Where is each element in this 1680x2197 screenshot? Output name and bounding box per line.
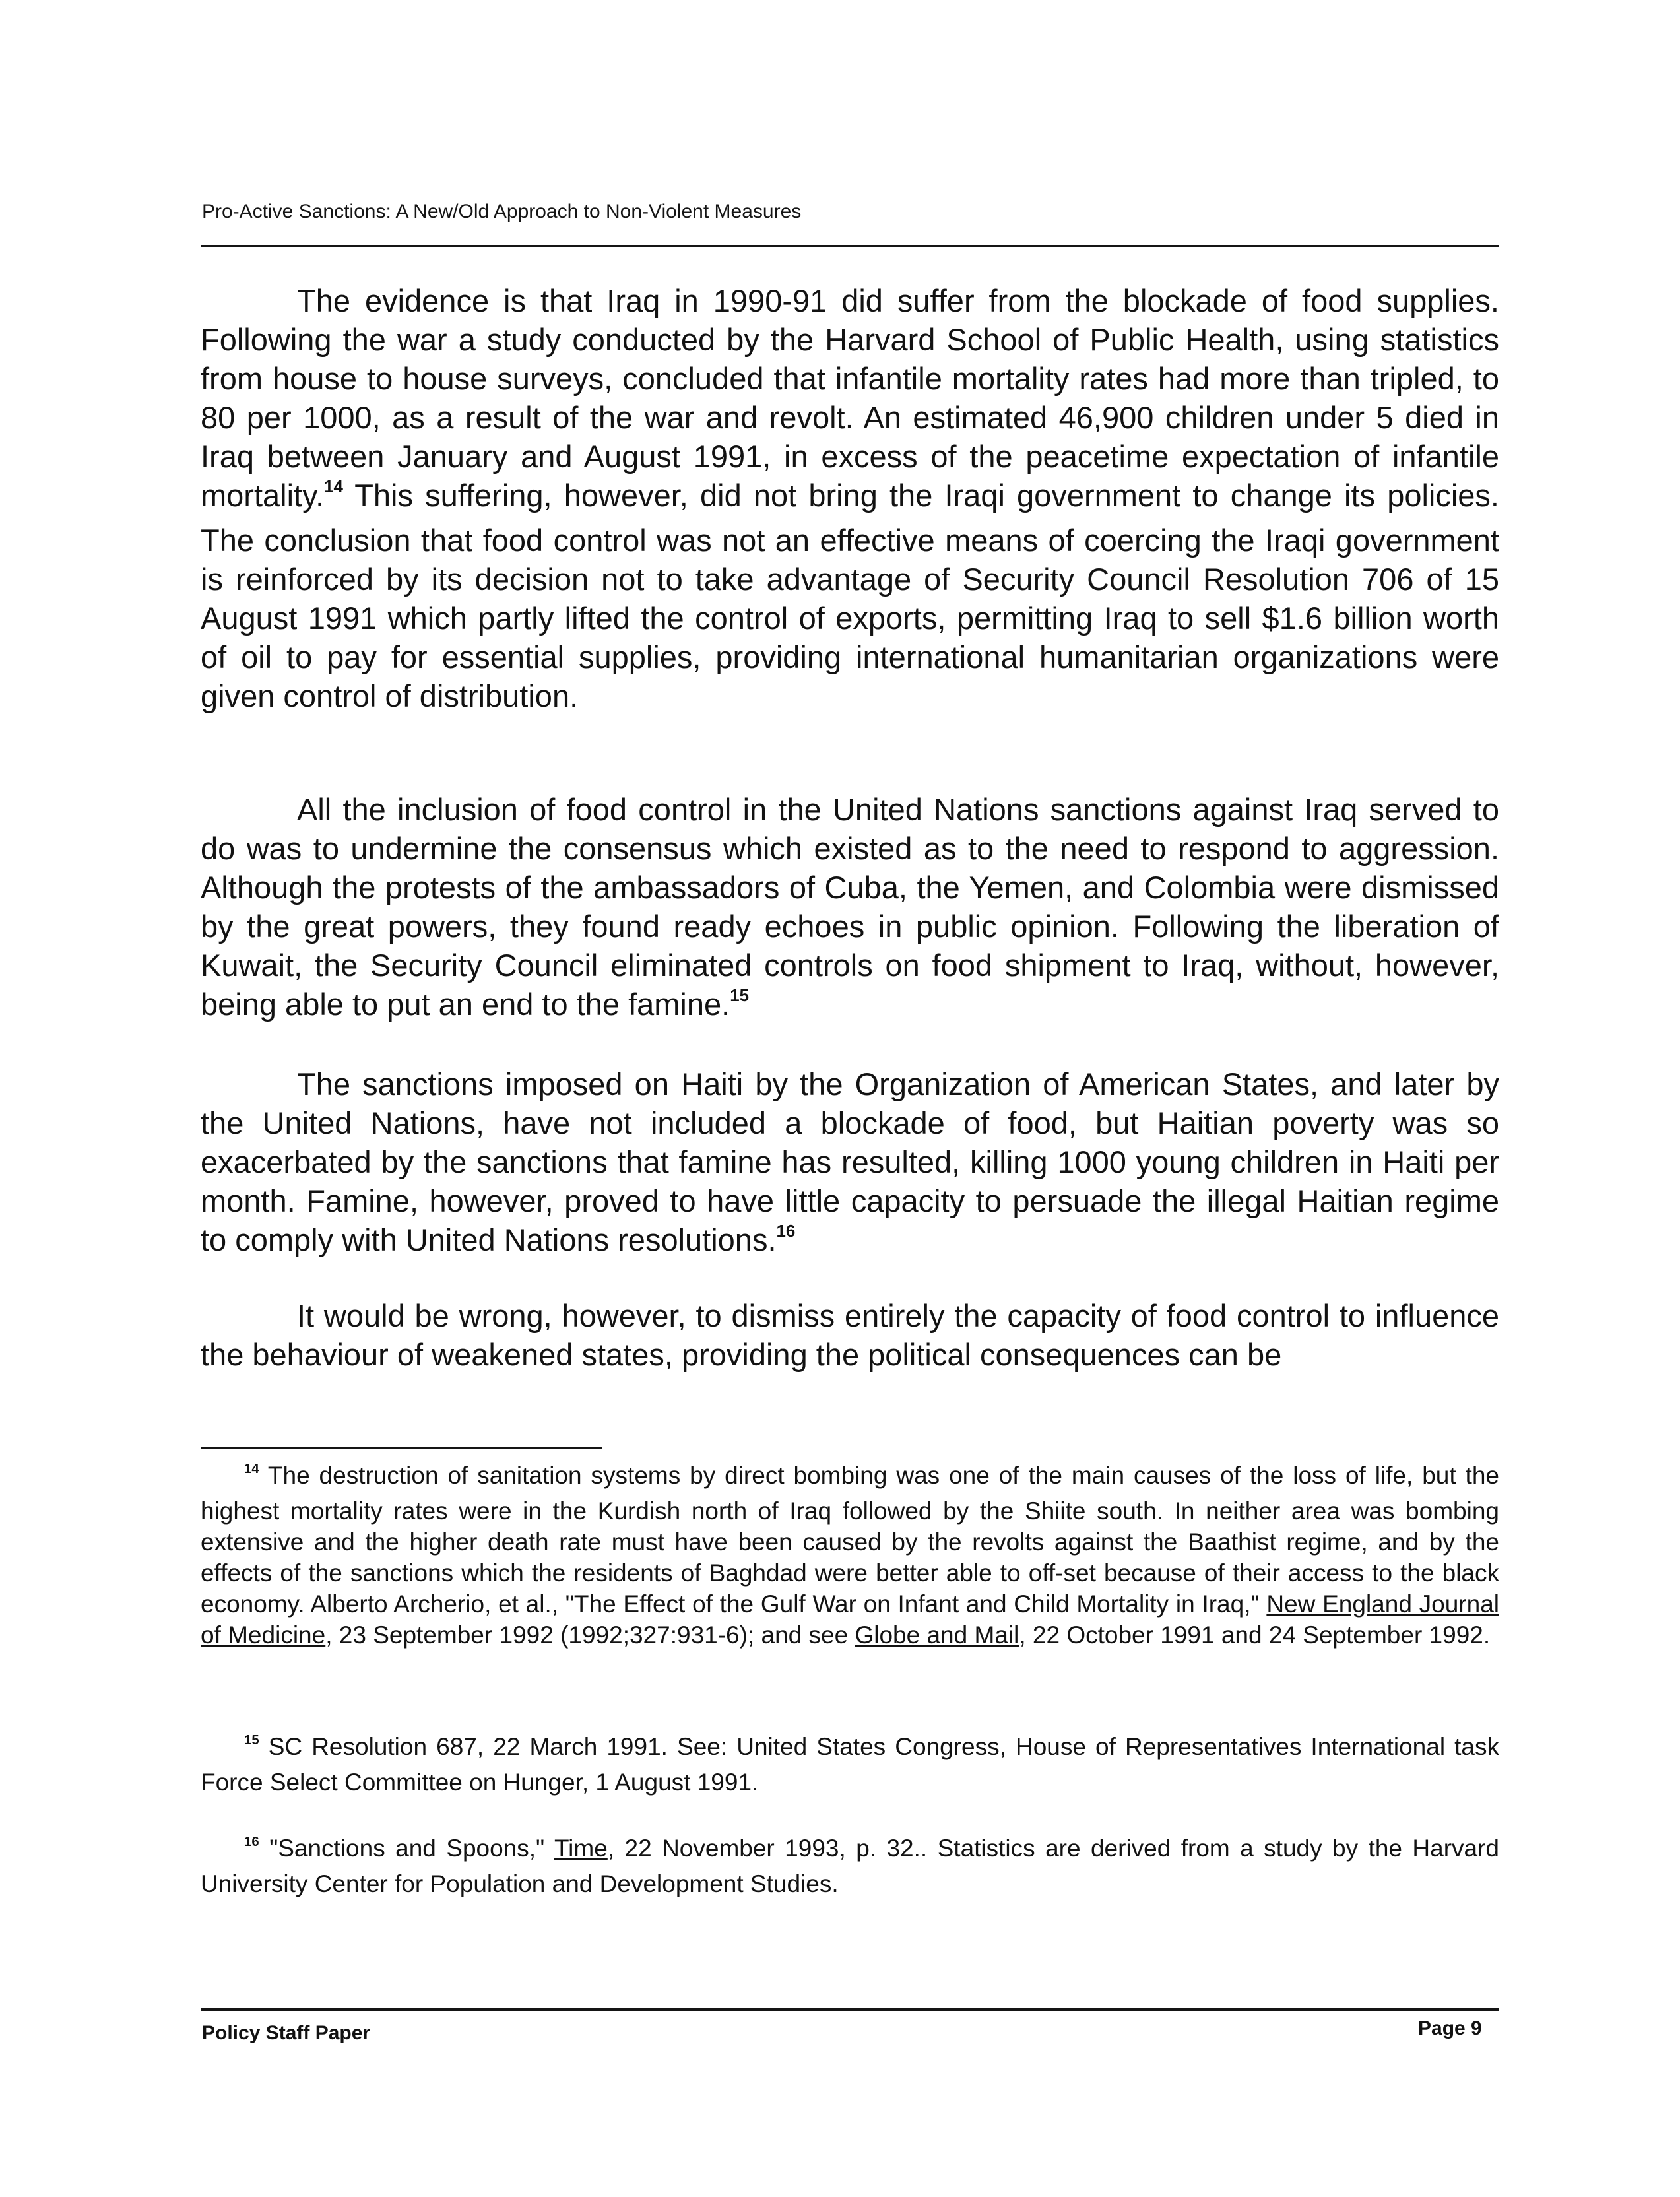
footnote-ref-15: 15 [730,987,749,1006]
paragraph-1 [201,281,1499,715]
footnote-14-mark: 14 [244,1461,259,1476]
header-rule [201,245,1499,247]
footnote-15 [201,1731,1499,1798]
paragraph-2 [201,790,1499,1030]
footnote-15-mark: 15 [244,1732,259,1748]
footnote-separator [201,1447,602,1449]
footnote-14-paper: Globe and Mail [855,1622,1019,1649]
footnote-16-mark: 16 [244,1834,259,1849]
paragraph-1-continuation: This suffering, however, did not bring the Iraqi government to change its policies. The conclusion that food control was not an effective means of coercing the Iraqi government is reinforced by its decision not to take advantage of Security Council Resolution 706 of 15 August 1991 which partly lifted the control of exports, permitting Iraq to sell $1.6 billion worth of oil to pay for essential supplies, providing international humanitarian organizations were given control of distribution. [201,478,1499,713]
paragraph-3-text: The sanctions imposed on Haiti by the Organization of American States, and later by the United Nations, have not included a blockade of food, but Haitian poverty was so exacerbated by the sanctions that famine has resulted, killing 1000 young children in Haiti per month. Famine, however, proved to have little capacity to persuade the illegal Haitian regime to comply with United Nations resolutions. [201,1066,1499,1257]
footnote-14-mid: , 23 September 1992 (1992;327:931-6); and see [325,1622,855,1649]
footnote-16-end: , 22 November 1993, p. 32.. Statistics are derived from a study by the Harvard University Center for Population and Development Studies. [201,1835,1499,1897]
footnote-14-journal: New England Journal of Medicine [201,1590,1499,1649]
paragraph-3 [201,1065,1499,1265]
footer-rule [201,2008,1499,2011]
footnote-ref-14: 14 [324,478,343,497]
running-header: Pro-Active Sanctions: A New/Old Approach to Non-Violent Measures [202,201,802,222]
footnote-14 [201,1460,1499,1651]
footnote-14-end: , 22 October 1991 and 24 September 1992. [1019,1622,1491,1649]
footnote-ref-16: 16 [776,1222,796,1241]
footnote-16-text: "Sanctions and Spoons," [259,1835,554,1862]
paragraph-1-text: The evidence is that Iraq in 1990-91 did suffer from the blockade of food supplies. Following the war a study conducted by the Harvard School of Public Health, using statistics from house to house surveys, concluded that infantile mortality rates had more than tripled, to 80 per 1000, as a result of the war and revolt. An estimated 46,900 children under 5 died in Iraq between January and August 1991, in excess of the peacetime expectation of infantile mortality. [201,283,1499,513]
footnote-16 [201,1833,1499,1899]
footnote-16-magazine: Time [554,1835,608,1862]
footer-label: Policy Staff Paper [202,2022,371,2044]
paragraph-4-text: It would be wrong, however, to dismiss entirely the capacity of food control to influence the behaviour of weakened states, providing the political consequences can be [201,1298,1499,1372]
footnote-15-text: SC Resolution 687, 22 March 1991. See: United States Congress, House of Representatives International task Force Select Committee on Hunger, 1 August 1991. [201,1733,1499,1796]
page-number: Page 9 [1418,2017,1482,2039]
footnote-14-text: The destruction of sanitation systems by direct bombing was one of the main causes of the loss of life, but the highest mortality rates were in the Kurdish north of Iraq followed by the Shiite south. In neither area was bombing extensive and the higher death rate must have been caused by the revolts against the Baathist regime, and by the effects of the sanctions which the residents of Baghdad were better able to off-set because of their access to the black economy. Alberto Archerio, et al., "The Effect of the Gulf War on Infant and Child Mortality in Iraq," [201,1462,1499,1618]
paragraph-2-text: All the inclusion of food control in the United Nations sanctions against Iraq served to do was to undermine the consensus which existed as to the need to respond to aggression. Although the protests of the ambassadors of Cuba, the Yemen, and Colombia were dismissed by the great powers, they found ready echoes in public opinion. Following the liberation of Kuwait, the Security Council eliminated controls on food shipment to Iraq, without, however, being able to put an end to the famine. [201,792,1499,1022]
paragraph-4 [201,1296,1499,1374]
